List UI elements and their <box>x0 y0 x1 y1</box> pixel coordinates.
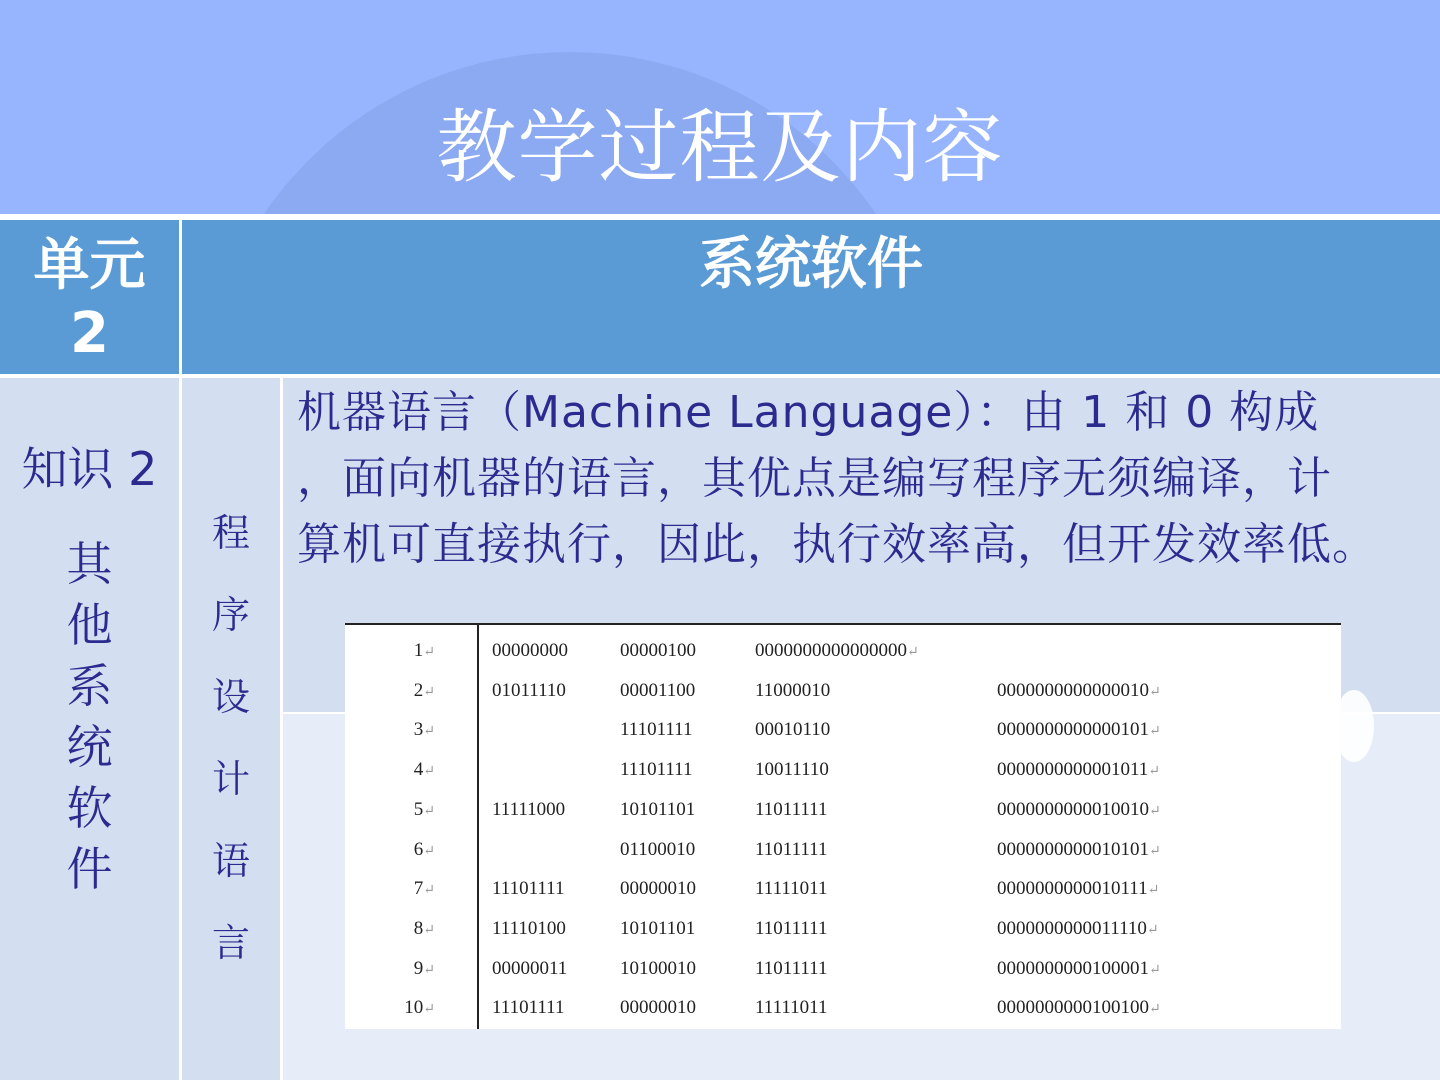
code-cell: 2↵ <box>413 679 435 701</box>
code-cell: 0000000000011110↵ <box>997 917 1159 939</box>
code-cell: 1↵ <box>413 640 435 661</box>
code-cell: 00000010 <box>620 997 696 1019</box>
return-mark-icon: ↵ <box>1147 883 1160 899</box>
code-row <box>345 988 1341 1028</box>
code-cell: 00000100 <box>620 640 696 661</box>
return-mark-icon: ↵ <box>423 883 435 899</box>
code-cell: 0000000000100100↵ <box>997 997 1161 1019</box>
unit-label-part: 单元 <box>33 233 146 298</box>
code-cell: 0000000000100001↵ <box>997 957 1161 979</box>
code-cell: 10100010 <box>620 957 696 979</box>
return-mark-icon: ↵ <box>1149 1002 1161 1018</box>
topic-char: 语 <box>211 839 250 883</box>
code-cell: 0000000000010101↵ <box>997 838 1161 860</box>
unit-title-cell <box>182 220 1440 374</box>
knowledge-subtitle-char: 系 <box>66 659 113 713</box>
code-cell: 11011111 <box>755 798 828 820</box>
return-mark-icon: ↵ <box>423 684 435 700</box>
code-cell: 00010110 <box>755 719 831 741</box>
return-mark-icon: ↵ <box>423 1002 435 1018</box>
return-mark-icon: ↵ <box>1149 684 1161 700</box>
code-cell: 00000011 <box>492 957 568 979</box>
unit-label-cell <box>0 220 179 374</box>
code-cell: 5↵ <box>413 798 435 820</box>
code-cell: 8↵ <box>413 917 435 939</box>
code-row <box>345 949 1341 989</box>
return-mark-icon: ↵ <box>423 922 435 938</box>
code-cell: 11111000 <box>492 798 566 820</box>
code-cell: 11101111 <box>620 719 693 741</box>
unit-label <box>0 232 179 368</box>
knowledge-subtitle-char: 软 <box>66 781 113 835</box>
return-mark-icon: ↵ <box>1149 724 1161 740</box>
knowledge-label <box>0 440 179 900</box>
return-mark-icon: ↵ <box>423 962 435 978</box>
unit-label-part: 2 <box>70 301 109 366</box>
topic-char: 言 <box>211 921 250 965</box>
code-cell: 4↵ <box>413 759 435 781</box>
code-cell: 3↵ <box>413 719 435 741</box>
topic-vertical-label <box>182 492 280 984</box>
paragraph-line: ，面向机器的语言，其优点是编写程序无须编译，计 <box>297 453 1332 504</box>
code-row <box>345 710 1341 750</box>
code-cell: 10101101 <box>620 917 696 939</box>
knowledge-subtitle-char: 他 <box>66 598 113 652</box>
code-row <box>345 631 1341 671</box>
code-cell: 7↵ <box>413 878 435 900</box>
code-cell: 11101111 <box>492 878 565 900</box>
return-mark-icon: ↵ <box>423 803 435 819</box>
code-cell: 01011110 <box>492 679 566 701</box>
return-mark-icon: ↵ <box>907 645 919 660</box>
topic-char: 序 <box>211 593 250 637</box>
slide-title: 教学过程及内容 <box>436 101 1004 194</box>
code-cell: 0000000000010010↵ <box>997 798 1161 820</box>
paragraph-line: 机器语言（Machine Language）：由 1 和 0 构成 <box>297 387 1320 438</box>
code-cell: 00000010 <box>620 878 696 900</box>
code-cell: 00000000 <box>492 640 568 661</box>
code-cell: 01100010 <box>620 838 696 860</box>
code-row <box>345 909 1341 949</box>
return-mark-icon: ↵ <box>1148 764 1161 780</box>
code-cell: 11110100 <box>492 917 566 939</box>
code-row <box>345 671 1341 711</box>
topic-char: 程 <box>211 511 250 555</box>
paragraph-line: 算机可直接执行，因此，执行效率高，但开发效率低。 <box>297 519 1377 570</box>
code-row <box>345 790 1341 830</box>
unit-title: 系统软件 <box>699 232 923 297</box>
return-mark-icon: ↵ <box>1149 803 1161 819</box>
code-cell: 0000000000000101↵ <box>997 719 1161 741</box>
code-cell: 9↵ <box>413 957 435 979</box>
return-mark-icon: ↵ <box>1149 843 1161 859</box>
machine-code-listing <box>345 623 1341 1029</box>
code-row <box>345 869 1341 909</box>
code-cell: 11011111 <box>755 957 828 979</box>
return-mark-icon: ↵ <box>1146 922 1159 938</box>
code-cell: 0000000000000010↵ <box>997 679 1161 701</box>
code-cell: 0000000000000000↵ <box>755 640 919 661</box>
code-row <box>345 750 1341 790</box>
code-cell: 6↵ <box>413 838 435 860</box>
topic-char: 设 <box>211 675 250 719</box>
return-mark-icon: ↵ <box>423 843 435 859</box>
code-row <box>345 830 1341 870</box>
code-cell: 00001100 <box>620 679 696 701</box>
code-cell: 10011110 <box>755 759 829 781</box>
knowledge-subtitle <box>66 534 114 900</box>
return-mark-icon: ↵ <box>423 724 435 740</box>
knowledge-title: 知识 2 <box>21 442 158 496</box>
code-cell: 11101111 <box>492 997 565 1019</box>
knowledge-subtitle-char: 件 <box>66 842 113 896</box>
topic-char: 计 <box>211 757 250 801</box>
knowledge-subtitle-char: 其 <box>66 537 113 591</box>
code-cell: 0000000000010111↵ <box>997 878 1160 900</box>
code-cell: 10101101 <box>620 798 696 820</box>
code-cell: 11111011 <box>755 997 828 1019</box>
code-cell: 11101111 <box>620 759 693 781</box>
return-mark-icon: ↵ <box>1149 962 1161 978</box>
code-cell: 11111011 <box>755 878 828 900</box>
machine-language-paragraph <box>297 380 1440 578</box>
code-cell: 11000010 <box>755 679 831 701</box>
return-mark-icon: ↵ <box>423 764 435 780</box>
side-decoration <box>1334 690 1374 762</box>
knowledge-subtitle-char: 统 <box>66 720 113 774</box>
return-mark-icon: ↵ <box>423 645 435 660</box>
code-cell: 0000000000001011↵ <box>997 759 1161 781</box>
code-cell: 11011111 <box>755 838 828 860</box>
code-cell: 10↵ <box>404 997 435 1019</box>
code-cell: 11011111 <box>755 917 828 939</box>
